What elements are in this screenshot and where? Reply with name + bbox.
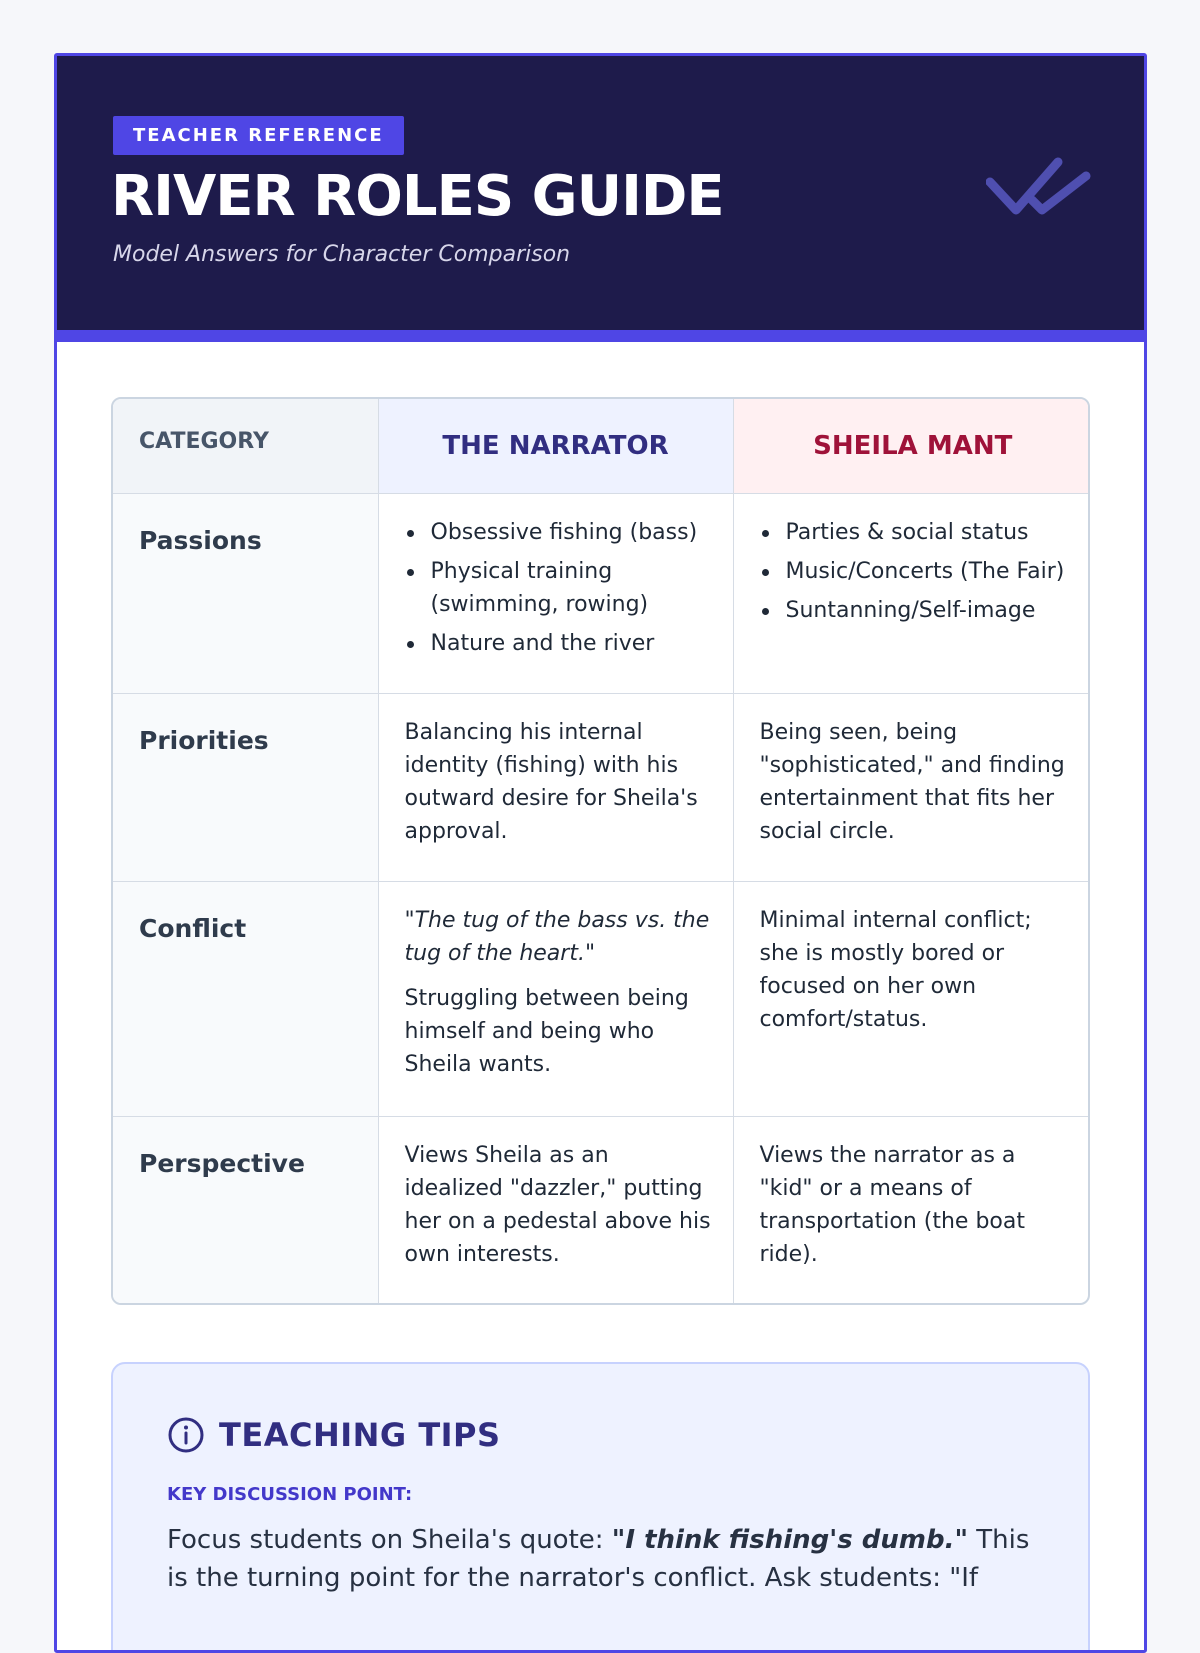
list-item: Suntanning/Self-image [760, 594, 1073, 627]
tips-text-after: This is the turning point for the narrator's conflict. Ask students: "If [167, 1525, 1030, 1593]
comparison-table [111, 397, 1090, 1305]
list-item: Nature and the river [405, 627, 713, 660]
table-row-passions [113, 493, 1090, 693]
row-label: Passions [113, 493, 378, 693]
narrator-passions [378, 493, 733, 693]
sheila-quote: "I think fishing's dumb." [611, 1525, 968, 1555]
sheila-conflict: Minimal internal conflict; she is mostly bored or focused on her own comfort/status. [733, 881, 1090, 1116]
key-discussion-text [167, 1521, 1034, 1597]
row-label: Perspective [113, 1116, 378, 1303]
teaching-tips-panel [111, 1362, 1090, 1653]
narrator-priorities: Balancing his internal identity (fishing) with his outward desire for Sheila's approval. [378, 693, 733, 881]
narrator-conflict [378, 881, 733, 1116]
double-check-icon [986, 156, 1092, 220]
table-header-row [113, 399, 1090, 493]
list-item: Music/Concerts (The Fair) [760, 555, 1073, 588]
page-subtitle: Model Answers for Character Comparison [113, 242, 571, 267]
tips-text-before: Focus students on Sheila's quote: [167, 1525, 612, 1555]
sheila-passions [733, 493, 1090, 693]
list-item: Parties & social status [760, 516, 1073, 549]
info-icon [167, 1416, 205, 1454]
table-row-priorities [113, 693, 1090, 881]
row-label: Priorities [113, 693, 378, 881]
sheila-priorities: Being seen, being "sophisticated," and finding entertainment that fits her social circle. [733, 693, 1090, 881]
list-item: Physical training (swimming, rowing) [405, 555, 713, 621]
narrator-perspective: Views Sheila as an idealized "dazzler," putting her on a pedestal above his own interests. [378, 1116, 733, 1303]
table-row-conflict [113, 881, 1090, 1116]
guide-card [54, 53, 1147, 1653]
row-label: Conflict [113, 881, 378, 1116]
page-title: RIVER ROLES GUIDE [111, 164, 724, 229]
teacher-reference-badge: TEACHER REFERENCE [113, 116, 404, 155]
header-sheila: SHEILA MANT [733, 399, 1090, 493]
key-discussion-label: KEY DISCUSSION POINT: [167, 1484, 413, 1505]
header-narrator: THE NARRATOR [378, 399, 733, 493]
table-row-perspective [113, 1116, 1090, 1303]
narrator-conflict-text: Struggling between being himself and being who Sheila wants. [404, 985, 689, 1077]
teaching-tips-title: TEACHING TIPS [219, 1416, 501, 1454]
header-category: CATEGORY [113, 399, 378, 493]
narrator-conflict-quote: "The tug of the bass vs. the tug of the heart." [404, 907, 710, 966]
list-item: Obsessive fishing (bass) [405, 516, 713, 549]
sheila-perspective: Views the narrator as a "kid" or a means of transportation (the boat ride). [733, 1116, 1090, 1303]
header-banner [57, 56, 1144, 342]
